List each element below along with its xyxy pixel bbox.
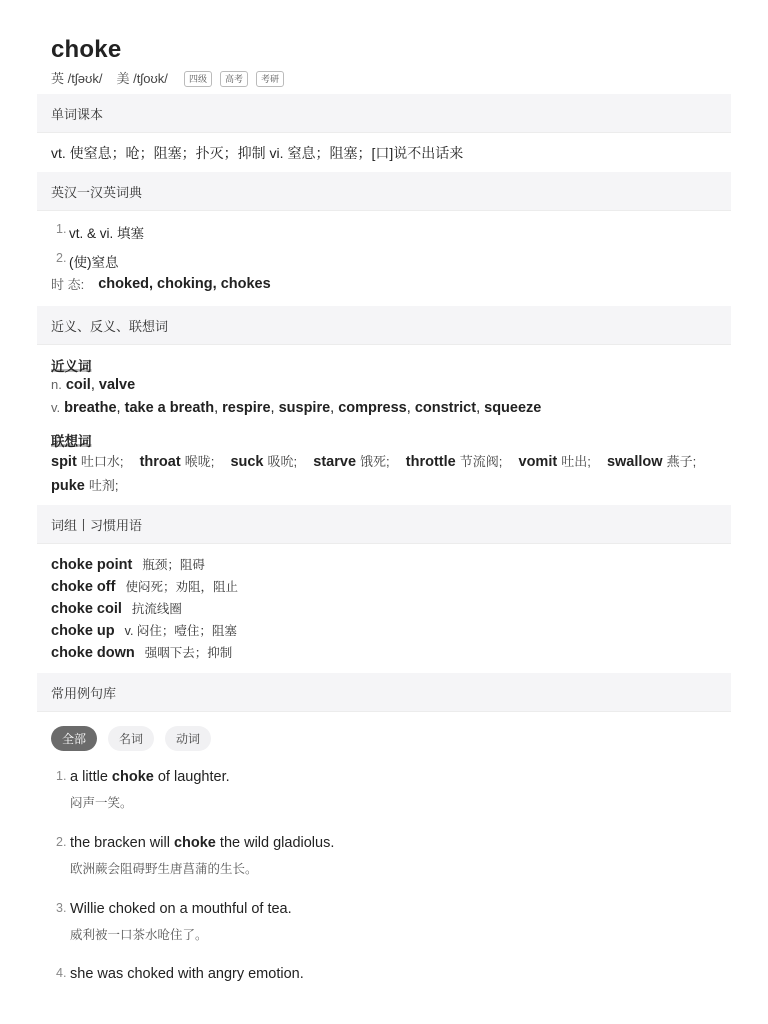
association-meaning: 吐剂; — [88, 478, 119, 493]
pos-label: v. — [51, 400, 61, 415]
example-number: 3. — [56, 901, 67, 915]
association-meaning: 饿死; — [360, 454, 390, 469]
example-item — [51, 901, 292, 943]
tense-label: 时 态: — [51, 277, 85, 292]
association-word[interactable]: throttle — [405, 454, 456, 470]
example-number: 4. — [56, 966, 67, 980]
phrase-term: choke off — [51, 579, 116, 595]
example-keyword: choke — [173, 835, 216, 851]
phrase-term: choke down — [51, 645, 135, 661]
synonym-word[interactable]: valve — [98, 377, 136, 393]
synonyms-noun: n. coil, valve — [51, 377, 136, 393]
association-word[interactable]: suck — [230, 454, 264, 470]
phrase-term: choke coil — [51, 601, 122, 617]
tag-kaoyan: 考研 — [256, 71, 284, 87]
association-word[interactable]: vomit — [518, 454, 558, 470]
association-meaning: 喉咙; — [184, 454, 215, 469]
association-word[interactable]: spit — [51, 454, 77, 470]
phrase-row[interactable] — [51, 643, 232, 661]
dict-item-number: 2. — [56, 251, 67, 265]
synonyms-verb: v. breathe, take a breath, respire, suspire, compress, constrict, squeeze — [51, 400, 542, 416]
tab-verb[interactable]: 动词 — [165, 726, 211, 751]
association-meaning: 吐口水; — [80, 454, 124, 469]
tab-noun[interactable]: 名词 — [108, 726, 154, 751]
example-item — [51, 966, 304, 982]
synonyms-title: 近义词 — [51, 359, 92, 374]
dict-item-text: vt. & vi. 填塞 — [69, 226, 145, 241]
associations-title: 联想词 — [51, 434, 92, 449]
example-text: the wild gladiolus. — [215, 835, 335, 851]
tab-all[interactable]: 全部 — [51, 726, 97, 751]
example-number: 1. — [56, 769, 67, 783]
phonetics-row — [51, 68, 292, 87]
phrase-row[interactable] — [51, 599, 182, 617]
phrase-meaning: v. 闷住；噎住；阻塞 — [124, 624, 237, 638]
dict-item — [51, 251, 119, 271]
level-tags — [184, 71, 292, 87]
section-header-dictionary: 英汉一汉英词典 — [37, 172, 731, 211]
example-item — [51, 835, 334, 877]
phrase-term: choke up — [51, 623, 115, 639]
phonetic-us[interactable]: 美 /tʃoʊk/ — [116, 71, 168, 86]
synonym-word[interactable]: take a breath — [124, 400, 215, 416]
association-meaning: 燕子; — [666, 454, 697, 469]
phrase-meaning: 使闷死；劝阻，阻止 — [125, 580, 238, 594]
association-meaning: 吐出; — [561, 454, 591, 469]
basic-definition: vt. 使窒息；呛；阻塞；扑灭；抑制 vi. 窒息；阻塞；[口]说不出话来 — [51, 145, 464, 161]
example-text: a little — [70, 769, 112, 785]
example-text: the bracken will — [70, 835, 174, 851]
tense-forms: choked, choking, chokes — [98, 275, 271, 292]
association-word[interactable]: puke — [51, 478, 85, 494]
example-text: she was choked with angry emotion. — [70, 966, 304, 982]
tag-cet4: 四级 — [184, 71, 212, 87]
association-meaning: 节流阀; — [459, 454, 503, 469]
section-header-examples: 常用例句库 — [37, 673, 731, 712]
dict-item — [51, 222, 144, 242]
phrase-row[interactable] — [51, 621, 237, 639]
phrase-meaning: 强咽下去；抑制 — [144, 646, 233, 660]
association-word[interactable]: throat — [139, 454, 181, 470]
associations-list — [51, 450, 727, 498]
synonym-word[interactable]: suspire — [278, 400, 331, 416]
example-translation: 欧洲蕨会阻碍野生唐菖蒲的生长。 — [70, 862, 258, 876]
example-text: Willie choked on a mouthful of tea. — [70, 901, 292, 917]
example-number: 2. — [56, 835, 67, 849]
synonym-word[interactable]: compress — [338, 400, 407, 416]
section-header-basic: 单词课本 — [37, 94, 731, 133]
synonym-word[interactable]: coil — [65, 377, 91, 393]
association-word[interactable]: swallow — [606, 454, 663, 470]
headword: choke — [51, 36, 122, 63]
synonym-word[interactable]: squeeze — [484, 400, 542, 416]
phrase-meaning: 抗流线圈 — [131, 602, 182, 616]
association-meaning: 吸吮; — [267, 454, 298, 469]
association-word[interactable]: starve — [313, 454, 357, 470]
example-translation: 威利被一口茶水呛住了。 — [70, 928, 208, 942]
dict-item-number: 1. — [56, 222, 67, 236]
example-text: of laughter. — [153, 769, 230, 785]
example-translation: 闷声一笑。 — [70, 796, 133, 810]
synonym-word[interactable]: constrict — [414, 400, 477, 416]
section-header-related: 近义、反义、联想词 — [37, 306, 731, 345]
phonetic-uk[interactable]: 英 /tʃəʊk/ — [51, 71, 103, 86]
phrase-row[interactable] — [51, 577, 238, 595]
phrase-row[interactable] — [51, 555, 205, 573]
synonym-word[interactable]: respire — [222, 400, 271, 416]
tag-gaokao: 高考 — [220, 71, 248, 87]
pos-label: n. — [51, 377, 62, 392]
example-keyword: choke — [111, 769, 154, 785]
synonym-word[interactable]: breathe — [64, 400, 117, 416]
phrase-term: choke point — [51, 557, 133, 573]
dict-item-text: (使)窒息 — [69, 255, 119, 270]
tense-row — [51, 274, 271, 293]
example-filter-tabs — [51, 726, 222, 751]
phrase-meaning: 瓶颈；阻碍 — [142, 558, 205, 572]
section-header-phrases: 词组丨习惯用语 — [37, 505, 731, 544]
example-item — [51, 769, 230, 811]
